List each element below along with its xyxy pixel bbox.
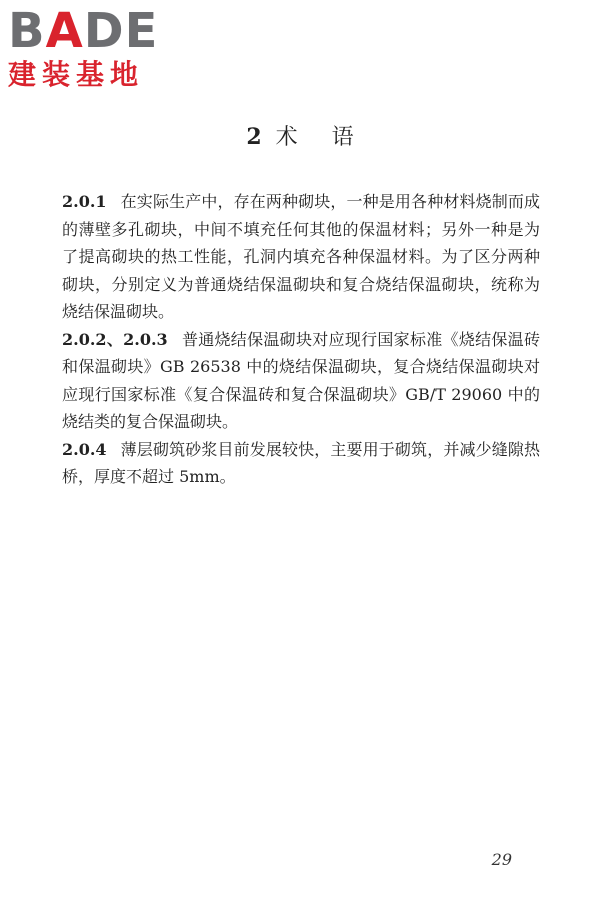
clause-paragraph (62, 326, 540, 436)
clause-text: 普通烧结保温砌块对应现行国家标准《烧结保温砖和保温砌块》GB 26538 中的烧结保温砌块，复合烧结保温砌块对应现行国家标准《复合保温砖和复合保温砌块》GB/T 29060 中的烧结类的复合保温砌块。 (62, 329, 540, 431)
logo-letter-a: A (45, 3, 84, 59)
section-title: 术语 (275, 125, 388, 150)
logo (8, 3, 178, 98)
clause-number: 2.0.1 (62, 192, 107, 211)
clause-paragraph (62, 188, 540, 326)
clause-number: 2.0.2、2.0.3 (62, 329, 168, 349)
section-content (62, 188, 540, 491)
logo-subtitle: 建装基地 (8, 58, 145, 91)
logo-letters-de: DE (83, 3, 159, 59)
clause-text: 薄层砌筑砂浆目前发展较快，主要用于砌筑，并减少缝隙热桥，厚度不超过 5mm。 (62, 439, 540, 486)
logo-wordmark (8, 3, 178, 59)
section-number: 2 (246, 124, 262, 150)
clause-paragraph (62, 436, 540, 491)
section-heading (0, 122, 600, 153)
clause-number: 2.0.4 (62, 439, 107, 459)
page-number: 29 (491, 850, 512, 869)
clause-text: 在实际生产中，存在两种砌块，一种是用各种材料烧制而成的薄壁多孔砌块，中间不填充任何其他的保温材料；另外一种是为了提高砌块的热工性能，孔洞内填充各种保温材料。为了区分两种砌块，分别定义为普通烧结保温砌块和复合烧结保温砌块，统称为烧结保温砌块。 (62, 192, 540, 321)
logo-letter-b: B (8, 3, 46, 59)
